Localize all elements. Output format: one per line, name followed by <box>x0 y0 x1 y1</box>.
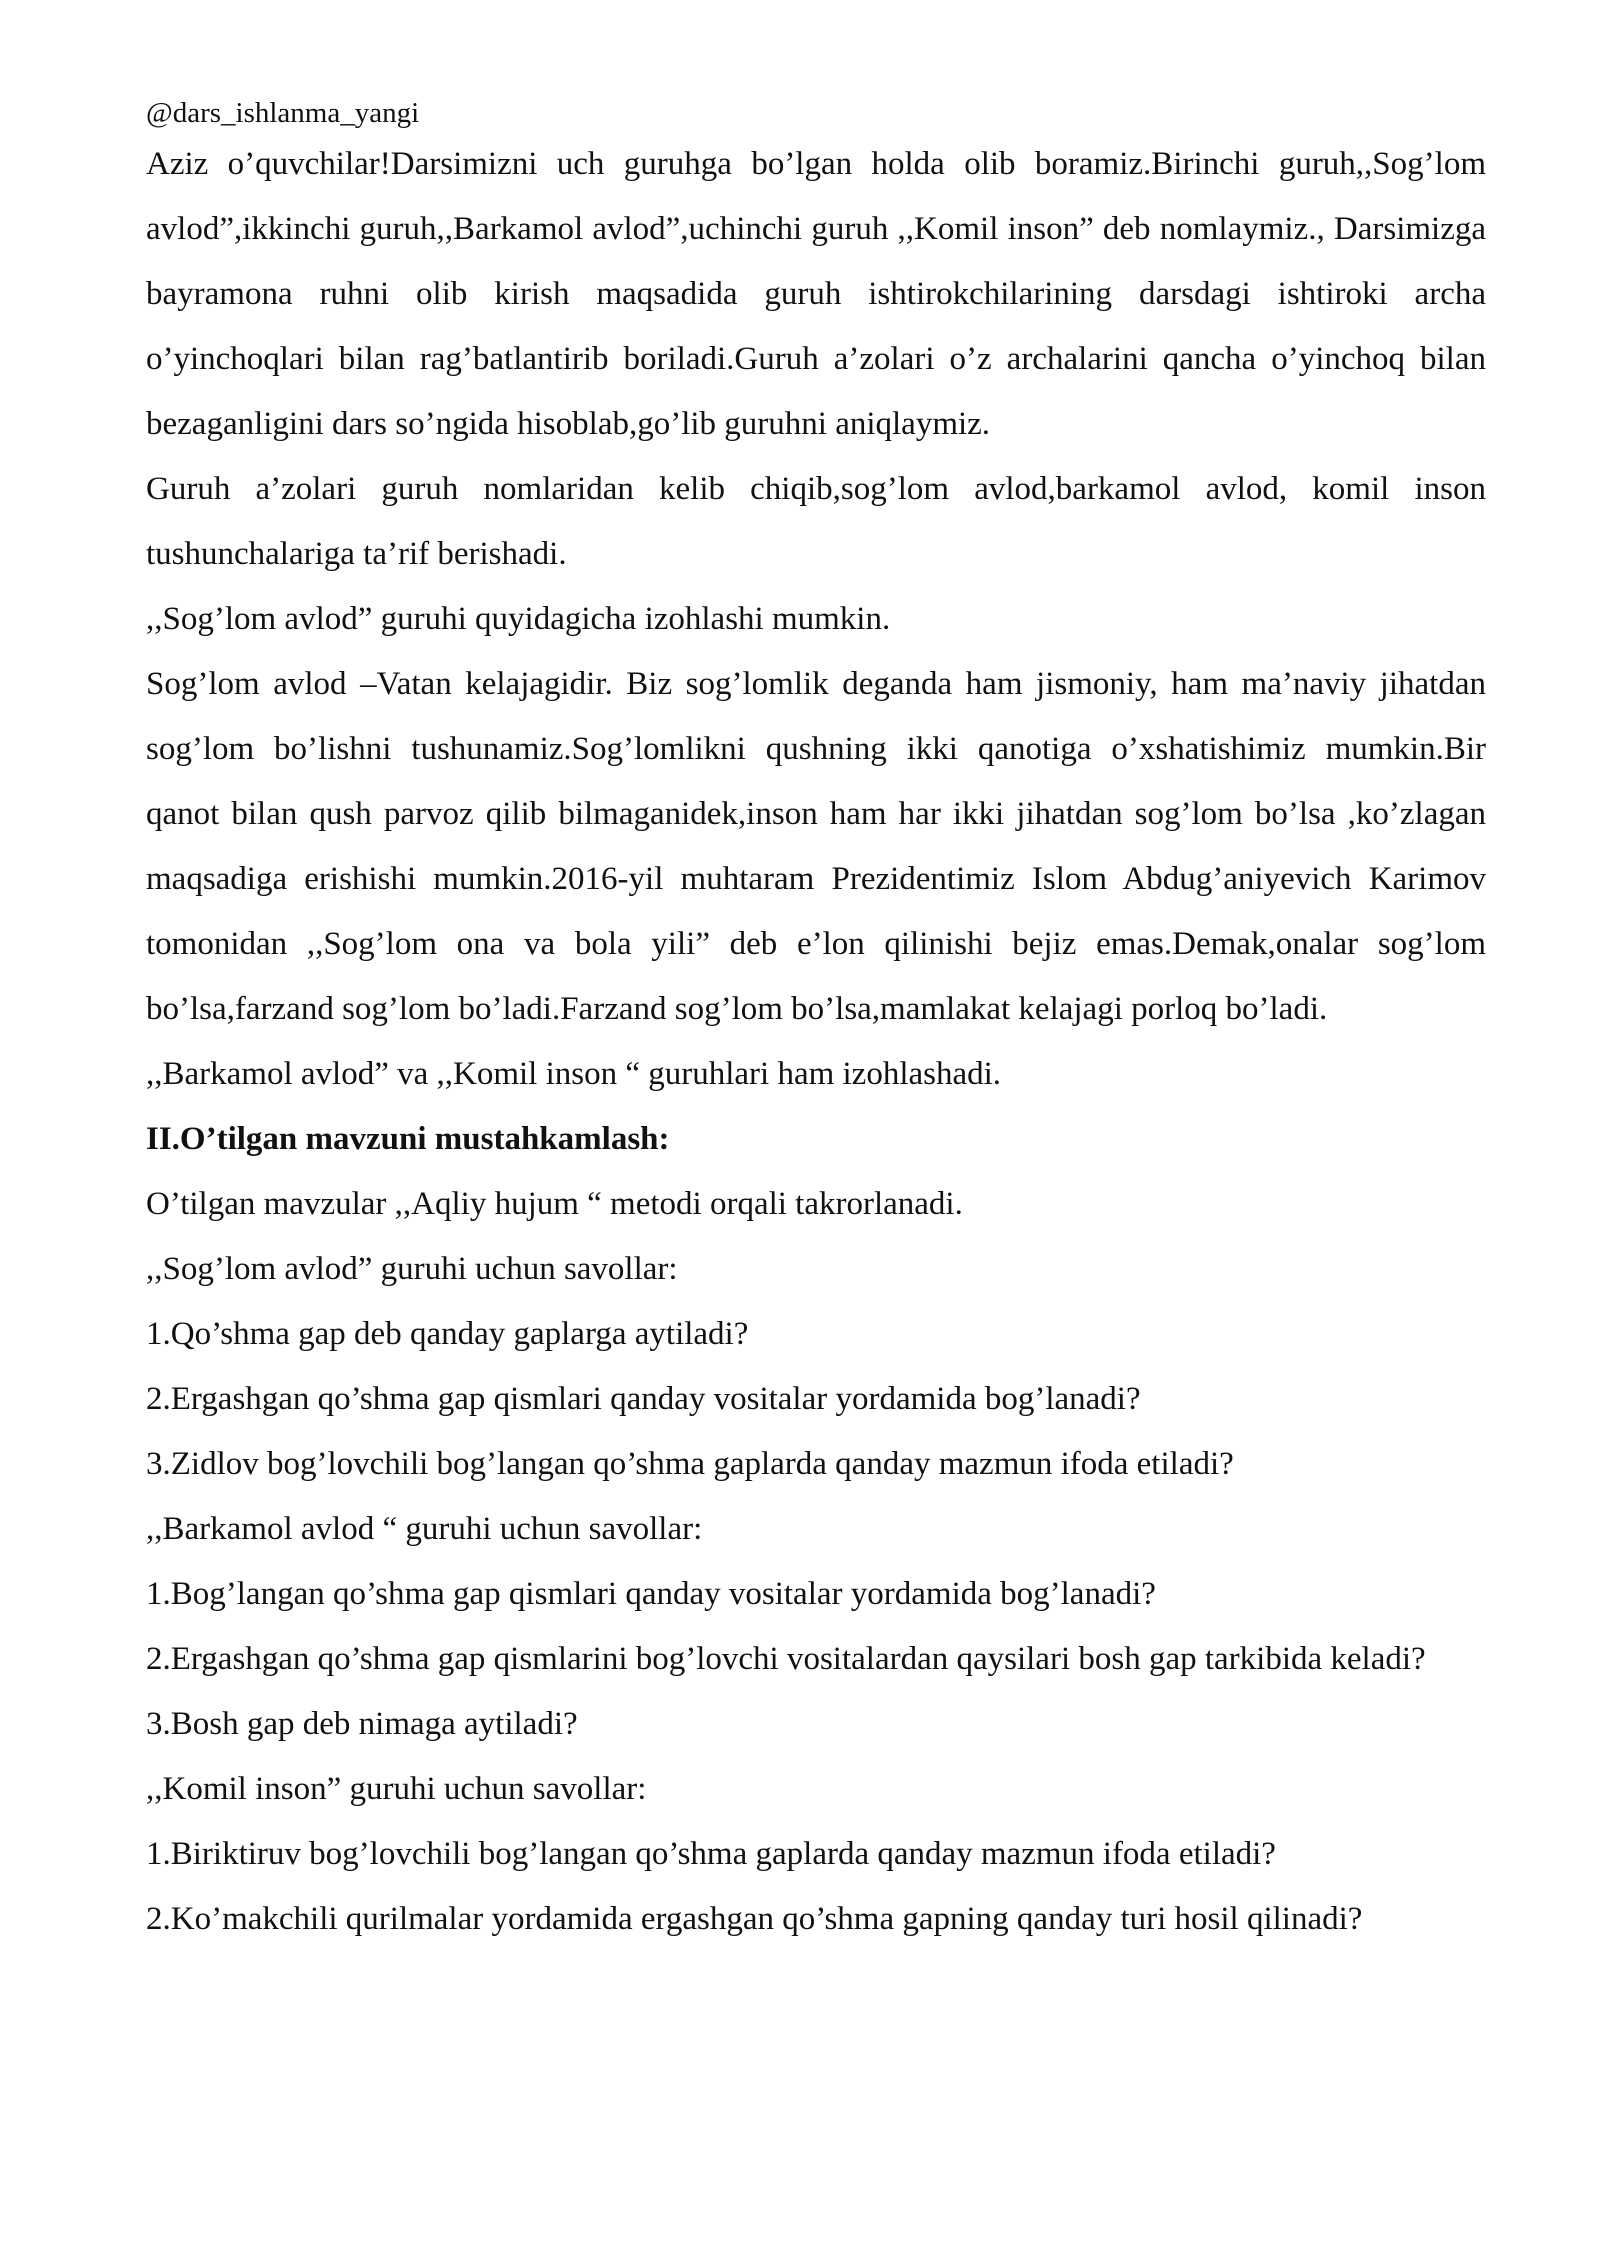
question-item: 3.Zidlov bog’lovchili bog’langan qo’shma gaplarda qanday mazmun ifoda etiladi? <box>146 1446 1234 1482</box>
question-item: 1.Qo’shma gap deb qanday gaplarga aytiladi? <box>146 1316 749 1352</box>
document-page <box>146 94 1486 1952</box>
definition-paragraph: Guruh a’zolari guruh nomlaridan kelib chiqib,sog’lom avlod,barkamol avlod, komil inson tushunchalariga ta’rif berishadi. <box>146 471 1486 572</box>
group-title: ,,Komil inson” guruhi uchun savollar: <box>146 1771 647 1807</box>
question-item: 1.Biriktiruv bog’lovchili bog’langan qo’shma gaplarda qanday mazmun ifoda etiladi? <box>146 1836 1276 1872</box>
question-item: 2.Ergashgan qo’shma gap qismlari qanday vositalar yordamida bog’lanadi? <box>146 1381 1141 1417</box>
group-title: ,,Sog’lom avlod” guruhi uchun savollar: <box>146 1251 678 1287</box>
other-groups-line: ,,Barkamol avlod” va ,,Komil inson “ guruhlari ham izohlashadi. <box>146 1056 1002 1092</box>
question-item: 2.Ergashgan qo’shma gap qismlarini bog’lovchi vositalardan qaysilari bosh gap tarkibida keladi? <box>146 1641 1426 1677</box>
question-item: 1.Bog’langan qo’shma gap qismlari qanday vositalar yordamida bog’lanadi? <box>146 1576 1156 1612</box>
section-heading: II.O’tilgan mavzuni mustahkamlash: <box>146 1121 670 1157</box>
intro-paragraph: Aziz o’quvchilar!Darsimizni uch guruhga bo’lgan holda olib boramiz.Birinchi guruh,,Sog’lom avlod”,ikkinchi guruh,,Barkamol avlod”,uchinchi guruh ,,Komil inson” deb nomlaymiz., Darsimizga bayramona ruhni olib kirish maqsadida guruh ishtirokchilarining darsdagi ishtiroki archa o’yinchoqlari bilan rag’batlantirib boriladi.Guruh a’zolari o’z archalarini qancha o’yinchoq bilan bezaganligini dars so’ngida hisoblab,go’lib guruhni aniqlaymiz. <box>146 146 1486 442</box>
group-explanation-line: ,,Sog’lom avlod” guruhi quyidagicha izohlashi mumkin. <box>146 601 891 637</box>
method-intro: O’tilgan mavzular ,,Aqliy hujum “ metodi orqali takrorlanadi. <box>146 1186 963 1222</box>
question-item: 3.Bosh gap deb nimaga aytiladi? <box>146 1706 578 1742</box>
question-item: 2.Ko’makchili qurilmalar yordamida ergashgan qo’shma gapning qanday turi hosil qilinadi? <box>146 1901 1363 1937</box>
group-title: ,,Barkamol avlod “ guruhi uchun savollar: <box>146 1511 703 1547</box>
channel-header: @dars_ishlanma_yangi <box>146 97 420 129</box>
healthy-generation-paragraph: Sog’lom avlod –Vatan kelajagidir. Biz sog’lomlik deganda ham jismoniy, ham ma’naviy jihatdan sog’lom bo’lishni tushunamiz.Sog’lomlikni qushning ikki qanotiga o’xshatishimiz mumkin.Bir qanot bilan qush parvoz qilib bilmaganidek,inson ham har ikki jihatdan sog’lom bo’lsa ,ko’zlagan maqsadiga erishishi mumkin.2016-yil muhtaram Prezidentimiz Islom Abdug’aniyevich Karimov tomonidan ,,Sog’lom ona va bola yili” deb e’lon qilinishi bejiz emas.Demak,onalar sog’lom bo’lsa,farzand sog’lom bo’ladi.Farzand sog’lom bo’lsa,mamlakat kelajagi porloq bo’ladi. <box>146 666 1486 1027</box>
